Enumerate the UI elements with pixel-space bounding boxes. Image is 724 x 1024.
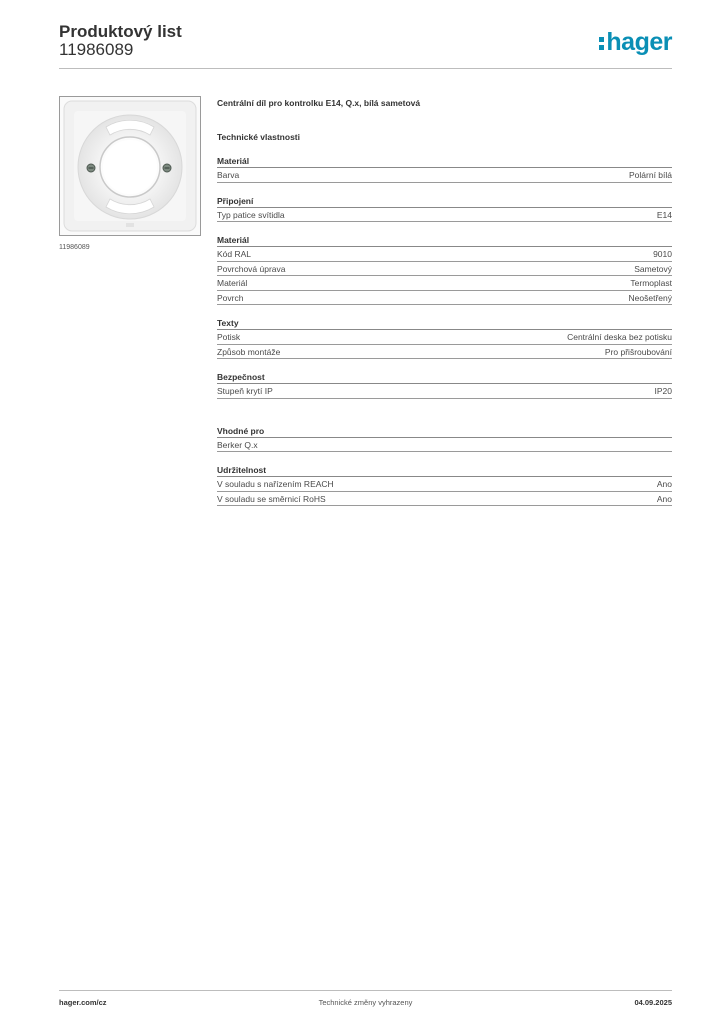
page-footer (59, 998, 672, 1010)
spec-group-heading: Materiál (217, 233, 672, 247)
spec-label: Povrchová úprava (217, 263, 286, 274)
spec-group-safety (217, 370, 672, 399)
product-name: Centrální díl pro kontrolku E14, Q.x, bílá sametová (217, 98, 421, 108)
spec-row (217, 492, 672, 507)
spec-group-heading: Bezpečnost (217, 370, 672, 384)
cover-plate-illustration (60, 97, 200, 235)
logo-text: hager (606, 28, 672, 56)
spec-label: Barva (217, 170, 240, 180)
header-divider (59, 68, 672, 69)
spec-row (217, 438, 672, 453)
spec-group-material-2 (217, 233, 672, 305)
footer-divider (59, 990, 672, 991)
spec-value: Pro přišroubování (604, 346, 672, 357)
spec-value: Neošetřený (628, 292, 672, 303)
spec-group-connection (217, 194, 672, 223)
footer-note: Technické změny vyhrazeny (318, 998, 413, 1007)
spec-value: Termoplast (630, 278, 672, 288)
spec-value: Ano (656, 493, 672, 504)
spec-content (217, 97, 672, 506)
spec-group-material-1 (217, 154, 672, 183)
spec-value: Sametový (634, 263, 672, 274)
spec-label: Potisk (217, 332, 241, 342)
technical-properties-heading: Technické vlastnosti (217, 132, 300, 142)
spec-row (217, 330, 672, 345)
spec-value: Centrální deska bez potisku (567, 332, 672, 342)
spec-group-heading: Texty (217, 316, 672, 330)
hager-logo (599, 28, 672, 57)
product-number: 11986089 (59, 40, 134, 59)
spec-label: V souladu s nařízením REACH (217, 479, 334, 489)
spec-value: 9010 (653, 249, 672, 259)
spec-value: IP20 (654, 386, 672, 396)
spec-label: Typ patice svítidla (217, 209, 285, 220)
spec-label: Materiál (217, 278, 248, 288)
spec-row (217, 477, 672, 492)
spec-value: Ano (656, 479, 672, 489)
spec-group-sustainability (217, 463, 672, 506)
spec-row (217, 384, 672, 399)
spec-row (217, 168, 672, 183)
spec-group-heading: Vhodné pro (217, 424, 672, 438)
spec-row (217, 345, 672, 360)
spec-row (217, 208, 672, 223)
image-caption: 11986089 (59, 244, 90, 251)
spec-label: Způsob montáže (217, 346, 281, 357)
spec-group-texts (217, 316, 672, 359)
spec-row (217, 276, 672, 291)
spec-value: E14 (656, 209, 672, 220)
spec-label: V souladu se směrnicí RoHS (217, 493, 326, 504)
spec-label: Berker Q.x (217, 439, 258, 450)
spec-group-heading: Materiál (217, 154, 672, 168)
spec-label: Kód RAL (217, 249, 252, 259)
spec-group-suitable-for (217, 424, 672, 453)
footer-date: 04.09.2025 (634, 998, 672, 1007)
spec-label: Povrch (217, 292, 244, 303)
spec-row (217, 247, 672, 262)
document-title: Produktový list (59, 22, 182, 41)
product-image (59, 96, 201, 236)
spec-group-heading: Připojení (217, 194, 672, 208)
footer-website-link[interactable]: hager.com/cz (59, 998, 107, 1007)
spec-group-heading: Udržitelnost (217, 463, 672, 477)
spec-row (217, 262, 672, 277)
page-header (59, 22, 672, 70)
spec-row (217, 291, 672, 306)
spec-value: Polární bílá (629, 170, 672, 180)
spec-label: Stupeň krytí IP (217, 386, 273, 396)
logo-colon-icon (599, 35, 604, 51)
